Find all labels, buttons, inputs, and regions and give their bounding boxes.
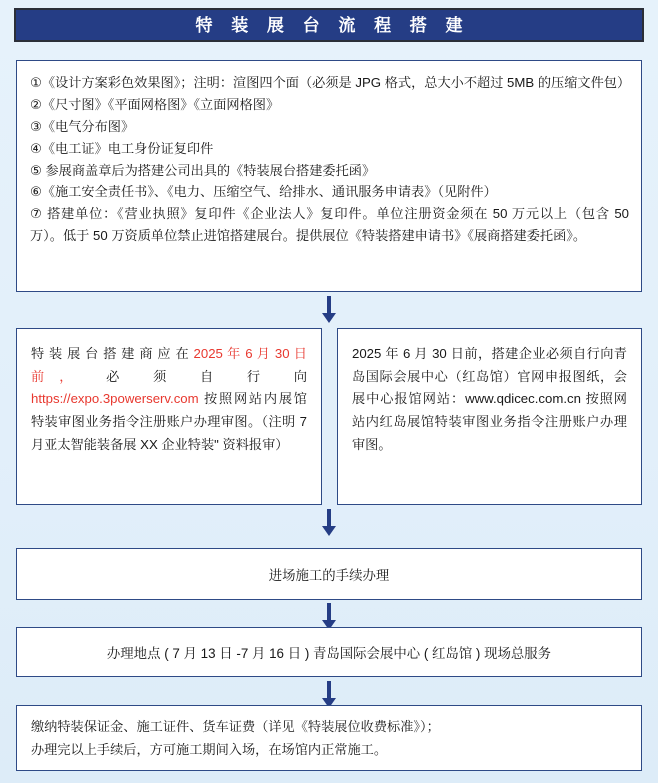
entry-procedures-text: 进场施工的手续办理	[268, 567, 390, 583]
deadline-text-part-1: 特 装 展 台 搭 建 商 应 在	[31, 346, 194, 361]
arrow-down-icon	[316, 509, 342, 537]
deadline-venue-text: 2025 年 6 月 30 日前，搭建企业必须自行向青岛国际会展中心（红岛馆）官网申报图纸，会展中心报馆网站：www.qdicec.com.cn 按照网站内红岛展馆特装审图业务指令注册账户办理审图。	[352, 346, 627, 452]
flow-step-entry-procedures	[16, 548, 642, 600]
requirements-list	[17, 61, 641, 255]
flow-step-fees	[16, 705, 642, 771]
requirement-item-2: ②《尺寸图》《平面网格图》《立面网格图》	[30, 96, 280, 112]
fees-line-2: 办理完以上手续后，方可施工期间入场，在场馆内正常施工。	[31, 741, 388, 757]
location-text: 办理地点 ( 7 月 13 日 -7 月 16 日 ) 青岛国际会展中心 ( 红岛馆 ) 现场总服务	[106, 645, 552, 661]
requirement-item-1: ①《设计方案彩色效果图》；注明：渲图四个面（必须是 JPG 格式，总大小不超过 5MB 的压缩文件包）	[30, 75, 631, 90]
requirement-item-7: ⑦ 搭建单位：《营业执照》复印件《企业法人》复印件。单位注册资金须在 50 万元以上（包含 50 万）。低于 50 万资质单位禁止进馆搭建展台。提供展位《特装搭建申请书》《展商搭建委托函》。	[30, 206, 629, 243]
flow-step-location	[16, 627, 642, 677]
requirement-item-3: ③《电气分布图》	[30, 118, 135, 134]
page-title-banner	[14, 8, 644, 42]
page-title: 特 装 展 台 流 程 搭 建	[195, 15, 470, 35]
fees-line-1: 缴纳特装保证金、施工证件、货车证费（详见《特装展位收费标准》）；	[31, 719, 440, 734]
flow-step-deadline-venue	[337, 328, 642, 505]
deadline-online-text	[17, 329, 321, 465]
deadline-url-highlight: https://expo.3powerserv.com	[31, 391, 199, 407]
requirement-item-5: ⑤ 参展商盖章后为搭建公司出具的《特装展台搭建委托函》	[30, 162, 376, 178]
flow-step-deadline-online	[16, 328, 322, 505]
flow-step-requirements	[16, 60, 642, 292]
arrow-down-icon	[316, 296, 342, 324]
requirement-item-4: ④《电工证》电工身份证复印件	[30, 140, 214, 156]
deadline-text-part-2: 必 须 自 行 向	[87, 368, 308, 384]
deadline-date-highlight: 2025 年 6 月 30 日 前，	[31, 346, 307, 384]
fees-text	[17, 706, 641, 767]
requirement-item-6: ⑥《施工安全责任书》、《电力、压缩空气、给排水、通讯服务申请表》（见附件）	[30, 184, 497, 200]
deadline-text-part-3: 按照网站内展馆特装审图业务指令注册账户办理审图。（注明 7月亚太智能装备展 XX 企业特装" 资料报审）	[31, 391, 307, 452]
